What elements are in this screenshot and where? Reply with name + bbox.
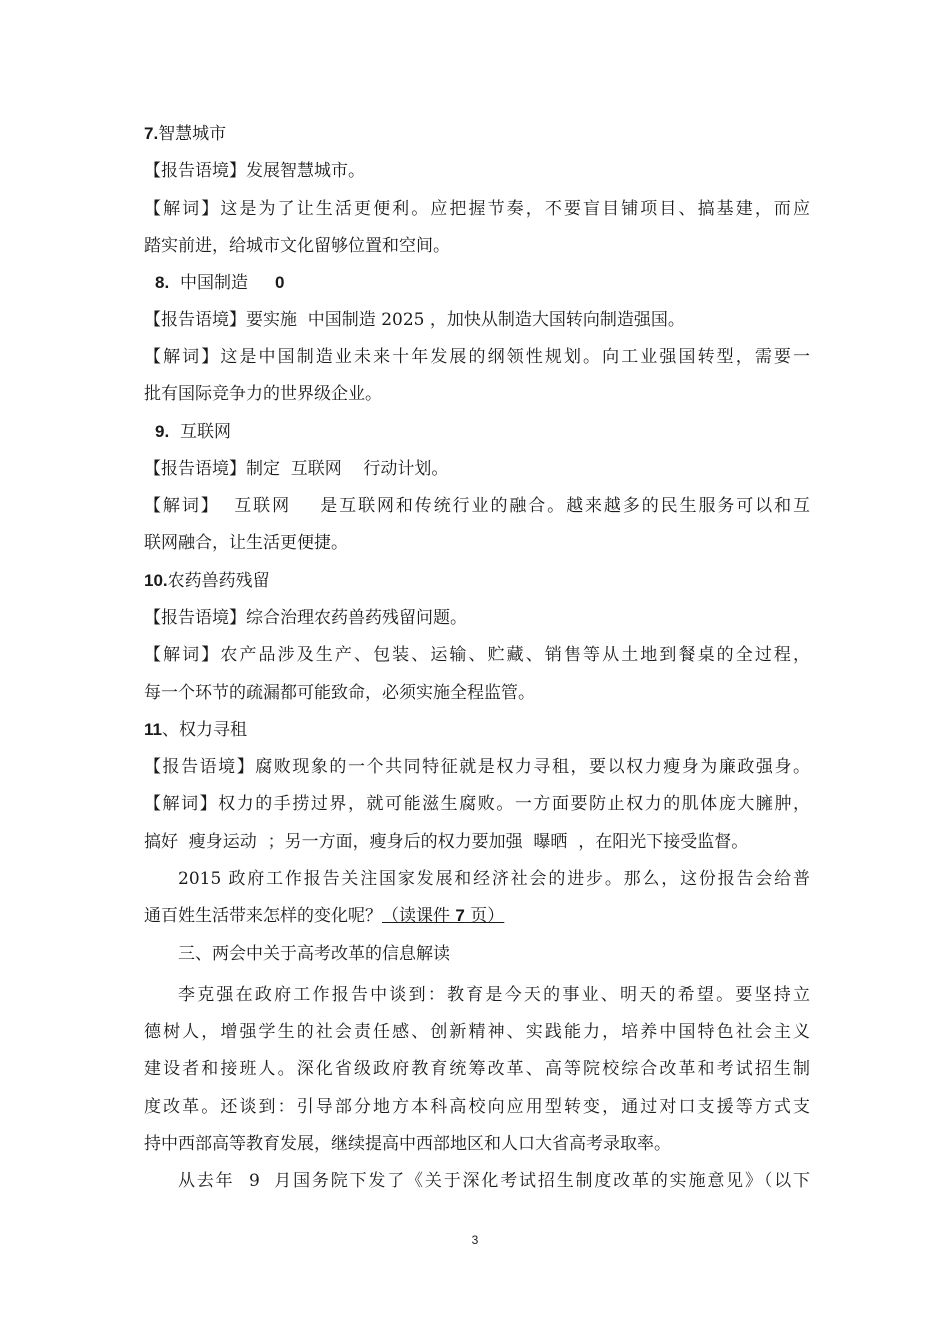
section-heading-3: 三、两会中关于高考改革的信息解读 <box>178 944 450 964</box>
context-text: 制定 互联网 行动计划。 <box>246 459 449 479</box>
paragraph-text: 通百姓生活带来怎样的变化呢？ <box>144 906 382 926</box>
section-title: 智慧城市 <box>158 124 227 144</box>
context-text: 要实施 中国制造 2025 ，加快从制造大国转向制造强国。 <box>246 310 685 330</box>
explain-text: 互联网 是互联网和传统行业的融合。越来越多的民生服务可以和互 <box>219 496 811 516</box>
courseware-reference: （读课件 7 页） <box>382 906 505 926</box>
section-9-explain-line-1 <box>144 494 810 518</box>
context-text: 发展智慧城市。 <box>246 161 365 181</box>
section-8-explain-line-1 <box>144 345 810 369</box>
paragraph-1-line-2 <box>144 904 810 928</box>
context-tag: 【报告语境】 <box>144 459 246 479</box>
section-title: 中国制造 <box>180 273 248 293</box>
context-tag: 【报告语境】 <box>144 161 246 181</box>
section-7-explain-line-2: 踏实前进，给城市文化留够位置和空间。 <box>144 236 450 256</box>
section-7-heading <box>144 122 810 146</box>
paragraph-2-line-1: 李克强在政府工作报告中谈到：教育是今天的事业、明天的希望。要坚持立 <box>178 985 810 1005</box>
paragraph-2-line-2: 德树人，增强学生的社会责任感、创新精神、实践能力，培养中国特色社会主义 <box>144 1022 810 1042</box>
section-9-context <box>144 457 810 481</box>
section-9-explain-line-2: 联网融合，让生活更便捷。 <box>144 533 348 553</box>
section-8-context <box>144 308 810 332</box>
section-title: 互联网 <box>180 422 231 442</box>
page-number: 3 <box>471 1233 479 1247</box>
section-11-explain-line-1 <box>144 792 810 816</box>
section-8-heading <box>155 271 821 295</box>
section-number: 7. <box>144 124 159 143</box>
paragraph-2-line-5: 持中西部高等教育发展，继续提高中西部地区和人口大省高考录取率。 <box>144 1134 671 1154</box>
section-8-explain-line-2: 批有国际竞争力的世界级企业。 <box>144 384 382 404</box>
paragraph-3-line-1: 从去年 9 月国务院下发了《关于深化考试招生制度改革的实施意见》（以下 <box>178 1171 810 1191</box>
section-10-explain-line-2: 每一个环节的疏漏都可能致命，必须实施全程监管。 <box>144 683 535 703</box>
section-number: 8. <box>155 273 170 292</box>
explain-tag: 【解词】 <box>144 347 221 367</box>
section-10-heading <box>144 569 810 593</box>
section-11-heading <box>144 718 810 742</box>
explain-tag: 【解词】 <box>144 496 220 516</box>
paragraph-2-line-4: 度改革。还谈到：引导部分地方本科高校向应用型转变，通过对口支援等方式支 <box>144 1097 810 1117</box>
context-text: 腐败现象的一个共同特征就是权力寻租，要以权力瘦身为廉政强身。 <box>255 757 811 777</box>
section-9-heading <box>155 420 821 444</box>
section-title: 、权力寻租 <box>161 720 247 740</box>
context-tag: 【报告语境】 <box>144 608 246 628</box>
section-7-context <box>144 159 810 183</box>
explain-tag: 【解词】 <box>144 794 219 814</box>
section-10-context <box>144 606 810 630</box>
section-10-explain-line-1 <box>144 643 810 667</box>
explain-text: 权力的手捞过界，就可能滋生腐败。一方面要防止权力的肌体庞大臃肿， <box>218 794 810 814</box>
context-tag: 【报告语境】 <box>144 757 256 777</box>
section-7-explain-line-1 <box>144 197 810 221</box>
paragraph-2-line-3: 建设者和接班人。深化省级政府教育统筹改革、高等院校综合改革和考试招生制 <box>144 1059 810 1079</box>
paragraph-1-line-1: 2015 政府工作报告关注国家发展和经济社会的进步。那么，这份报告会给普 <box>178 869 810 889</box>
section-number: 10. <box>144 571 168 590</box>
explain-tag: 【解词】 <box>144 645 221 665</box>
section-number: 11 <box>144 720 162 739</box>
context-tag: 【报告语境】 <box>144 310 246 330</box>
section-title: 农药兽药残留 <box>167 571 270 591</box>
explain-tag: 【解词】 <box>144 199 221 219</box>
context-text: 综合治理农药兽药残留问题。 <box>246 608 467 628</box>
section-number: 9. <box>155 422 170 441</box>
section-title-suffix: 0 <box>275 273 285 292</box>
explain-text: 这是中国制造业未来十年发展的纲领性规划。向工业强国转型，需要一 <box>220 347 811 367</box>
section-11-context <box>144 755 810 779</box>
explain-text: 农产品涉及生产、包装、运输、贮藏、销售等从土地到餐桌的全过程， <box>220 645 811 665</box>
explain-text: 这是为了让生活更便利。应把握节奏，不要盲目铺项目、搞基建，而应 <box>220 199 811 219</box>
section-11-explain-line-2: 搞好 瘦身运动 ；另一方面，瘦身后的权力要加强 曝晒 ，在阳光下接受监督。 <box>144 832 749 852</box>
